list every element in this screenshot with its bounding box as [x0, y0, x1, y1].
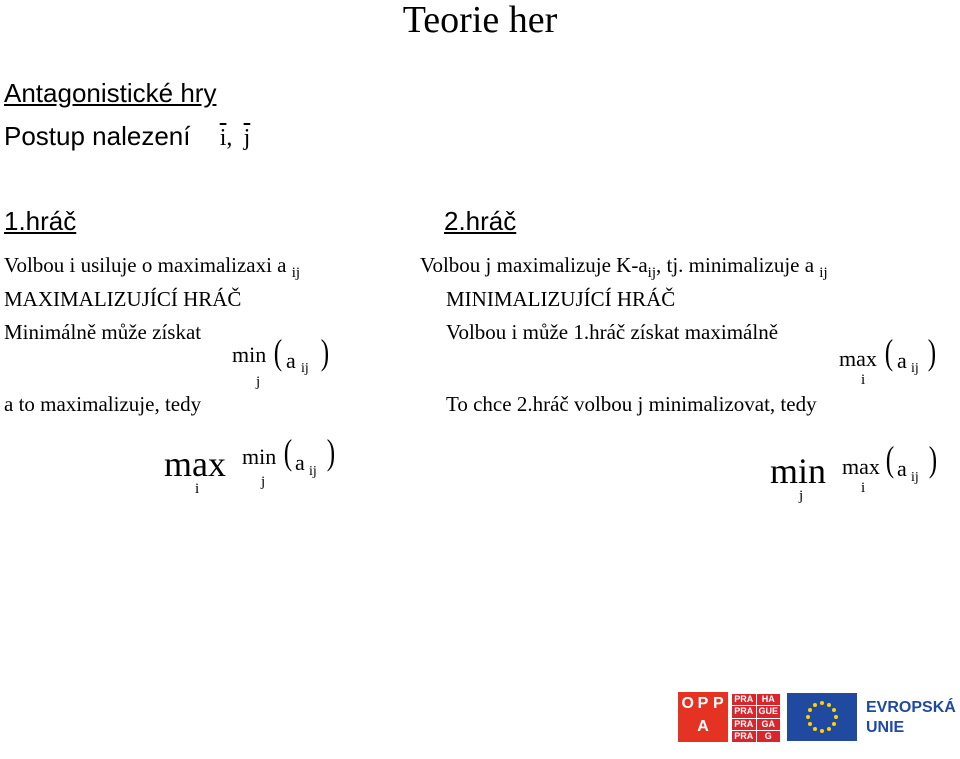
left-heading: 1.hráč — [4, 206, 77, 236]
procedure-label: Postup nalezení — [4, 121, 191, 151]
left-line-3: Minimálně může získat — [4, 320, 202, 344]
praha-cell-3: PRA — [732, 706, 756, 717]
praha-cell-4: GUE — [758, 706, 778, 717]
opp-letter-p1: P — [697, 695, 709, 712]
left-expr-paren-close: ) — [320, 332, 330, 372]
left-final-paren-close: ) — [326, 432, 336, 472]
left-final-a: a — [295, 450, 305, 475]
right-expr-a-sub: ij — [911, 361, 919, 376]
left-line-2: MAXIMALIZUJÍCÍ HRÁČ — [4, 287, 242, 311]
right-final-min: min — [770, 451, 827, 491]
left-final-a-sub: ij — [309, 464, 317, 479]
right-final-min-sub: j — [799, 488, 804, 504]
procedure-line — [4, 121, 250, 153]
eu-stars-icon — [787, 693, 857, 741]
praha-cell-1: PRA — [732, 694, 756, 705]
left-final-max-sub: i — [195, 481, 200, 497]
opp-letter-a: A — [697, 718, 709, 735]
right-expr-max: max — [839, 346, 877, 371]
right-expr-paren-open: ( — [884, 332, 894, 372]
left-expr-min-op: min — [232, 342, 267, 367]
right-line-3: Volbou i může 1.hráč získat maximálně — [446, 320, 779, 344]
left-line-4: a to maximalizuje, tedy — [4, 392, 202, 416]
right-line-4: To chce 2.hráč volbou j minimalizovat, tedy — [446, 392, 817, 416]
left-line-1 — [4, 253, 300, 285]
left-final-paren-open: ( — [283, 432, 293, 472]
right-final-max: max — [842, 454, 880, 479]
praha-cell-2: HA — [757, 694, 781, 705]
left-final-min: min — [242, 444, 277, 469]
left-expr-a-sub: ij — [301, 361, 309, 376]
procedure-comma: , — [226, 125, 233, 151]
left-final-max: max — [164, 444, 226, 484]
eu-text-line-1: EVROPSKÁ — [866, 699, 956, 716]
praha-cell-8: G — [757, 731, 781, 742]
right-final-max-sub: i — [861, 480, 866, 496]
eu-text — [866, 698, 956, 738]
procedure-i-bar: $\overline{i}$ — [219, 125, 227, 151]
right-line-1-sub2: ij — [819, 265, 828, 282]
praha-cell-6: GA — [757, 719, 781, 730]
left-expr-paren-open: ( — [273, 332, 283, 372]
opp-logo — [678, 692, 728, 742]
right-line-1-sub1: ij — [647, 265, 656, 282]
praha-cell-7: PRA — [732, 731, 756, 742]
right-final-a: a — [897, 456, 907, 481]
left-line-1-sub: ij — [291, 265, 301, 282]
right-expr-paren-close: ) — [927, 332, 937, 372]
opp-letter-o: O — [681, 695, 694, 712]
left-expr-a: a — [286, 348, 296, 373]
praha-logo — [732, 694, 780, 742]
right-line-2: MINIMALIZUJÍCÍ HRÁČ — [446, 287, 676, 311]
procedure-j-bar: $\overline{j}$ — [243, 125, 251, 151]
praha-cell-5: PRA — [732, 719, 756, 730]
left-expr-min — [232, 342, 266, 368]
right-final-a-sub: ij — [911, 470, 919, 485]
right-final-paren-open: ( — [885, 439, 895, 479]
left-final-min-sub: j — [261, 474, 266, 490]
right-heading: 2.hráč — [444, 206, 517, 236]
opp-letter-p2: P — [712, 695, 724, 712]
section-heading: Antagonistické hry — [4, 78, 217, 108]
eu-flag — [787, 693, 857, 741]
eu-text-line-2: UNIE — [866, 719, 905, 736]
right-final-paren-close: ) — [928, 439, 938, 479]
right-expr-max-sub: i — [861, 372, 866, 388]
right-line-1 — [420, 253, 828, 285]
left-expr-min-sub: j — [256, 374, 261, 390]
right-expr-a: a — [897, 348, 907, 373]
slide-title: Teorie her — [402, 0, 558, 41]
right-line-1a: Volbou j maximalizuje K-a — [420, 253, 648, 277]
right-line-1b: , tj. minimalizuje a — [656, 253, 815, 277]
left-line-1-text: Volbou i usiluje o maximalizaxi a — [4, 253, 287, 277]
